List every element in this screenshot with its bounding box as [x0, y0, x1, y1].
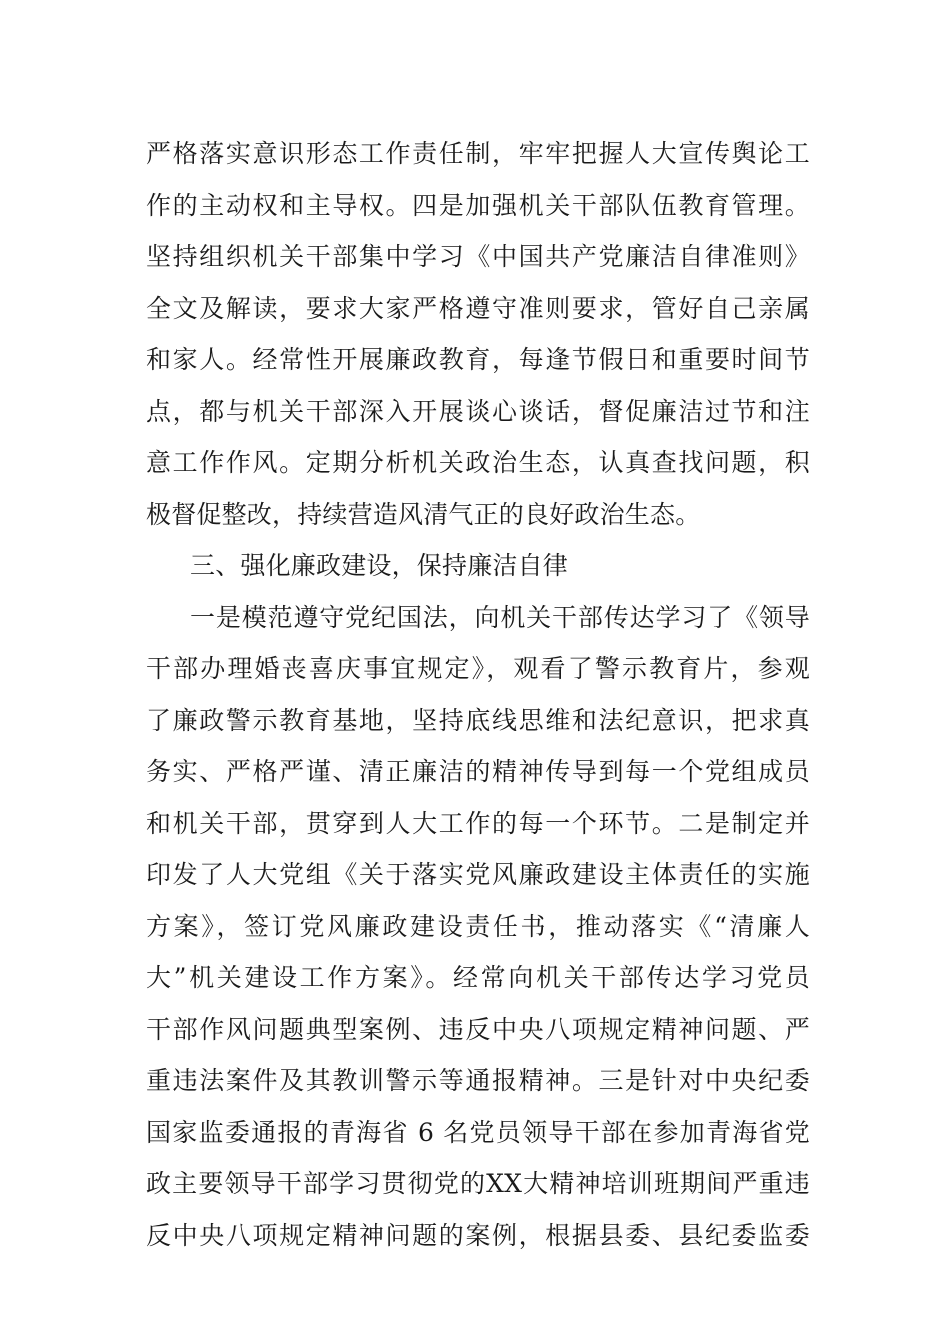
paragraph-line: 和家人。经常性开展廉政教育，每逢节假日和重要时间节 [146, 345, 810, 374]
paragraph-line: 干部作风问题典型案例、违反中央八项规定精神问题、严 [146, 1014, 810, 1044]
paragraph-line: 极督促整改，持续营造风清气正的良好政治生态。 [146, 499, 701, 529]
paragraph-line: 务实、严格严谨、清正廉洁的精神传导到每一个党组成员 [146, 757, 810, 786]
paragraph-line: 反中央八项规定精神问题的案例，根据县委、县纪委监委 [146, 1220, 810, 1250]
paragraph-line: 政主要领导干部学习贯彻党的XX大精神培训班期间严重违 [146, 1169, 810, 1198]
paragraph-line: 严格落实意识形态工作责任制，牢牢把握人大宣传舆论工 [146, 139, 810, 168]
paragraph-line: 大”机关建设工作方案》。经常向机关干部传达学习党员 [146, 963, 810, 992]
paragraph-line: 全文及解读，要求大家严格遵守准则要求，管好自己亲属 [146, 293, 810, 323]
paragraph-line: 作的主动权和主导权。四是加强机关干部队伍教育管理。 [146, 190, 810, 220]
paragraph-line: 点，都与机关干部深入开展谈心谈话，督促廉洁过节和注 [146, 396, 810, 426]
document-body [146, 128, 810, 1261]
section-heading: 三、强化廉政建设，保持廉洁自律 [190, 551, 569, 580]
paragraph-line: 了廉政警示教育基地，坚持底线思维和法纪意识，把求真 [146, 705, 810, 735]
paragraph-line: 印发了人大党组《关于落实党风廉政建设主体责任的实施 [146, 860, 810, 889]
paragraph-line: 干部办理婚丧喜庆事宜规定》，观看了警示教育片，参观 [146, 654, 810, 683]
paragraph-line: 方案》，签订党风廉政建设责任书，推动落实《“清廉人 [146, 911, 810, 941]
paragraph-line: 国家监委通报的青海省 6 名党员领导干部在参加青海省党 [146, 1117, 810, 1147]
paragraph-line: 一是模范遵守党纪国法，向机关干部传达学习了《领导 [190, 602, 810, 632]
paragraph-line: 重违法案件及其教训警示等通报精神。三是针对中央纪委 [146, 1066, 810, 1095]
paragraph-line: 和机关干部，贯穿到人大工作的每一个环节。二是制定并 [146, 808, 810, 838]
paragraph-line: 意工作作风。定期分析机关政治生态，认真查找问题，积 [146, 448, 810, 477]
paragraph-line: 坚持组织机关干部集中学习《中国共产党廉洁自律准则》 [146, 242, 810, 271]
